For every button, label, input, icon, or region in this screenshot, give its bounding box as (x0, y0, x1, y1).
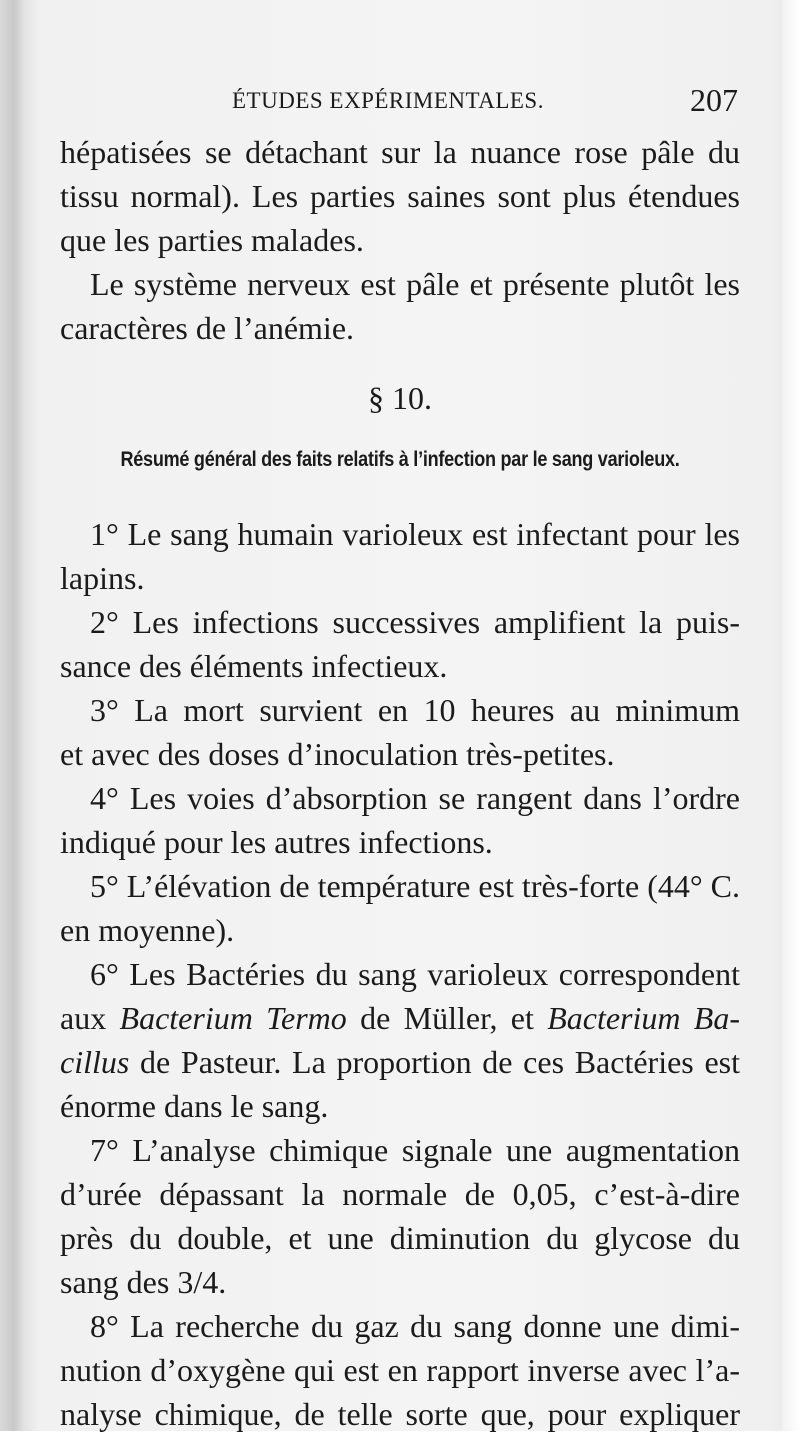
text-line: sang des 3/4. (60, 1264, 227, 1300)
list-item: 2° Les infections successives amplifient la puis- (90, 604, 740, 640)
page-margin-right (782, 0, 800, 1431)
text-line: en moyenne). (60, 912, 235, 948)
section-number: § 10. (368, 380, 432, 416)
list-item: 3° La mort survient en 10 heures au minimum (90, 692, 740, 728)
text-line: tissu normal). Les parties saines sont plus étendues (60, 178, 740, 214)
text-line: hépatisées se détachant sur la nuance rose pâle du (60, 134, 740, 170)
text-line: d’urée dépassant la normale de 0,05, c’est-à-dire (60, 1176, 740, 1212)
italic-run: Bacterium Termo (119, 1000, 347, 1036)
text-run: de Pasteur. La proportion de ces Bactéries est (129, 1044, 740, 1080)
text-line: caractères de l’anémie. (60, 310, 355, 346)
list-item: 6° Les Bactéries du sang varioleux correspondent (90, 956, 740, 992)
list-item: 8° La recherche du gaz du sang donne une dimi- (90, 1308, 740, 1344)
list-item: 5° L’élévation de température est très-forte (44° C. (90, 868, 740, 904)
text-run: de Müller, et (346, 1000, 548, 1036)
text-line: nalyse chimique, de telle sorte que, pour expliquer (60, 1396, 740, 1432)
list-item: 7° L’analyse chimique signale une augmentation (90, 1132, 740, 1168)
text-line: nution d’oxygène qui est en rapport inverse avec l’a- (60, 1352, 740, 1388)
list-item: 4° Les voies d’absorption se rangent dans l’ordre (90, 780, 740, 816)
text-line: lapins. (60, 560, 145, 596)
text-line (60, 1040, 740, 1084)
italic-run: Bacterium Ba- (547, 1000, 741, 1036)
running-head: ÉTUDES EXPÉRIMENTALES. (232, 88, 544, 113)
text-line: près du double, et une diminution du glycose du (60, 1220, 740, 1256)
italic-run: cillus (60, 1044, 130, 1080)
text-line: énorme dans le sang. (60, 1088, 329, 1124)
page-number: 207 (690, 82, 738, 118)
page-header (60, 82, 740, 122)
text-line (60, 996, 740, 1040)
text-line: que les parties malades. (60, 222, 364, 258)
list-item: 1° Le sang humain varioleux est infectant pour les (90, 516, 740, 552)
text-line: et avec des doses d’inoculation très-petites. (60, 736, 615, 772)
text-run: aux (60, 1000, 120, 1036)
text-line: sance des éléments infectieux. (60, 648, 448, 684)
section-summary-title: Résumé général des faits relatifs à l’infection par le sang varioleux. (120, 448, 680, 471)
paragraph-start: Le système nerveux est pâle et présente plutôt les (90, 266, 740, 302)
text-line: indiqué pour les autres infections. (60, 824, 493, 860)
